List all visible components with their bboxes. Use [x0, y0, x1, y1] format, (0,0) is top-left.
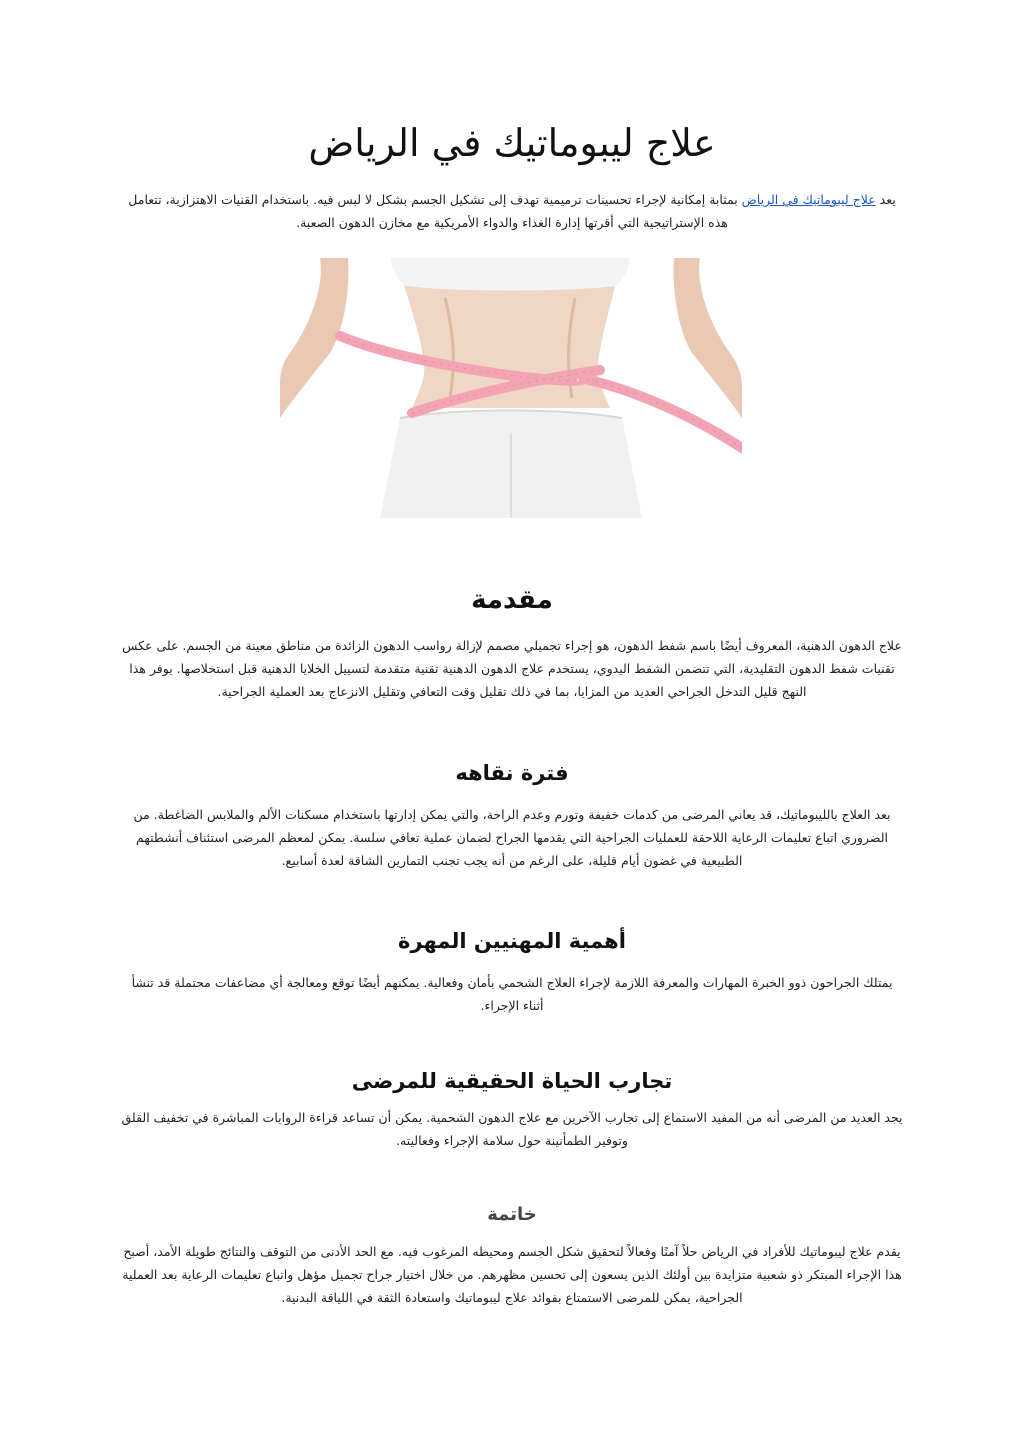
intro-rest: بمثابة إمكانية لإجراء تحسينات ترميمية تهدف إلى تشكيل الجسم بشكل لا لبس فيه. باستخدام القنيات الاهتزازية، تتعامل هذه الإستراتيجية التي أقرتها إدارة الغذاء والدواء الأمريكية مع مخازن الدهون الصعبة.	[128, 192, 742, 230]
intro-prefix: يعد	[875, 192, 896, 207]
riyadh-lipomatic-link[interactable]: علاج ليبوماتيك في الرياض	[741, 192, 876, 207]
intro-paragraph	[120, 188, 904, 234]
waist-measure-illustration	[280, 258, 742, 518]
hero-image	[280, 258, 742, 518]
section-body-conclusion: يقدم علاج ليبوماتيك للأفراد في الرياض حلاً آمنًا وفعالاً لتحقيق شكل الجسم ومحيطه المرغوب فيه. مع الحد الأدنى من التوقف والنتائج طويلة الأمد، أصبح هذا الإجراء المبتكر ذو شعبية متزايدة بين أولئك الذين يسعون إلى تحسين مظهرهم. من خلال اختيار جراح تجميل مؤهل واتباع تعليمات الرعاية بعد العملية الجراحية، يمكن للمرضى الاستمتاع بفوائد علاج ليبوماتيك واستعادة الثقة في اللياقة البدنية.	[122, 1244, 902, 1305]
section-heading-professionals: أهمية المهنيين المهرة	[398, 929, 626, 953]
section-body-experiences: يجد العديد من المرضى أنه من المفيد الاستماع إلى تجارب الآخرين مع علاج الدهون الشحمية. يمكن أن تساعد قراءة الروايات المباشرة في تخفيف القلق وتوفير الطمأنينة حول سلامة الإجراء وفعاليته.	[121, 1110, 903, 1148]
section-body-professionals: يمتلك الجراحون ذوو الخبرة المهارات والمعرفة اللازمة لإجراء العلاج الشحمي بأمان وفعالية. يمكنهم أيضًا توقع ومعالجة أي مضاعفات محتملة قد تنشأ أثناء الإجراء.	[131, 975, 893, 1013]
page-title: علاج ليبوماتيك في الرياض	[308, 121, 716, 165]
section-heading-recovery: فترة نقاهه	[455, 761, 569, 785]
section-body-recovery: بعد العلاج بالليبوماتيك، قد يعاني المرضى من كدمات خفيفة وتورم وعدم الراحة، والتي يمكن إدارتها باستخدام مسكنات الألم والملابس الضاغطة. من الضروري اتباع تعليمات الرعاية اللاحقة للعمليات الجراحية التي يقدمها الجراح لضمان عملية تعافي سلسة. يمكن لمعظم المرضى استئناف أنشطتهم الطبيعية في غضون أيام قليلة، على الرغم من أنه يجب تجنب التمارين الشاقة لعدة أسابيع.	[133, 807, 891, 868]
section-heading-intro: مقدمة	[471, 585, 553, 615]
section-body-intro: علاج الدهون الدهنية، المعروف أيضًا باسم شفط الدهون، هو إجراء تجميلي مصمم لإزالة رواسب الدهون الزائدة من مناطق معينة من الجسم. على عكس تقنيات شفط الدهون التقليدية، التي تتضمن الشفط اليدوي، يستخدم علاج الدهون الدهنية تقنية متقدمة لتسييل الخلايا الدهنية قبل استخلاصها. يوفر هذا النهج قليل التدخل الجراحي العديد من المزايا، بما في ذلك تقليل وقت التعافي وتقليل الانزعاج بعد العملية الجراحية.	[122, 638, 902, 699]
section-heading-conclusion: خاتمة	[487, 1204, 537, 1225]
section-heading-experiences: تجارب الحياة الحقيقية للمرضى	[351, 1069, 673, 1093]
